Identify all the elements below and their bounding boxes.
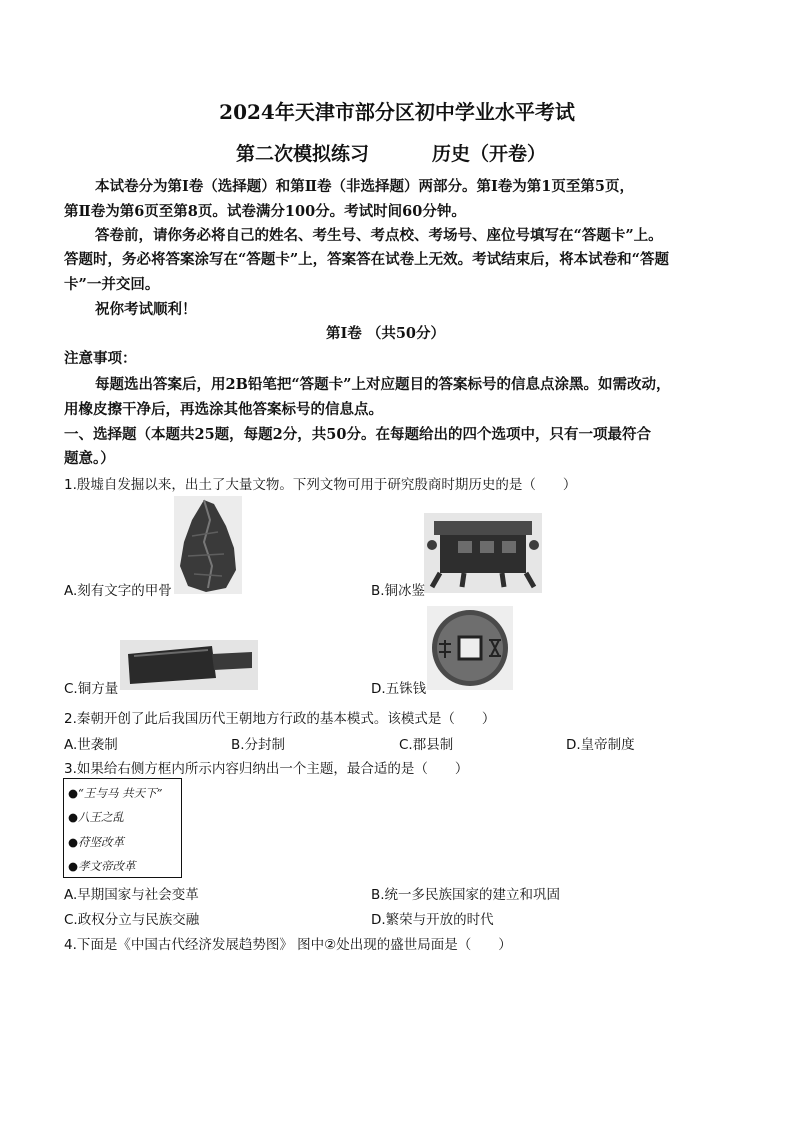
- intro-p1-line2: 第Ⅱ卷为第6页至第8页。试卷满分100分。考试时间60分钟。: [64, 203, 466, 220]
- q3-box-item: ●“王与马 共天下”: [68, 786, 163, 800]
- q1-option-c: C.铜方量: [64, 681, 119, 697]
- intro-p2-line2: 答题时，务必将答案涂写在“答题卡”上，答案答在试卷上无效。考试结束后，将本试卷和“答题: [64, 251, 670, 268]
- exam-subtitle-left: 第二次模拟练习: [236, 143, 370, 165]
- q3-box-item: ●孝文帝改革: [68, 859, 136, 873]
- q1-stem: 1.殷墟自发掘以来，出土了大量文物。下列文物可用于研究殷商时期历史的是（ ）: [64, 477, 577, 493]
- q1-option-a: A.刻有文字的甲骨: [64, 583, 172, 599]
- intro-p2-line3: 卡”一并交回。: [64, 276, 160, 293]
- part-heading-line2: 题意。）: [64, 450, 115, 467]
- section-heading: 第Ⅰ卷 （共50分）: [326, 325, 446, 342]
- part-heading-line1: 一、选择题（本题共25题，每题2分，共50分。在每题给出的四个选项中，只有一项最符合: [64, 426, 651, 443]
- q3-box-item: ●苻坚改革: [68, 835, 125, 849]
- intro-wish: 祝你考试顺利！: [95, 301, 197, 318]
- intro-p2-line1: 答卷前，请你务必将自己的姓名、考生号、考点校、考场号、座位号填写在“答题卡”上。: [95, 227, 663, 244]
- q2-option-a: A.世袭制: [64, 737, 118, 753]
- q3-option-d: D.繁荣与开放的时代: [371, 912, 494, 928]
- q3-box-item: ●八王之乱: [68, 810, 125, 824]
- wuzhu-coin-image: [427, 606, 513, 690]
- q3-option-c: C.政权分立与民族交融: [64, 912, 200, 928]
- notice-label: 注意事项：: [64, 350, 137, 367]
- q2-stem: 2.秦朝开创了此后我国历代王朝地方行政的基本模式。该模式是（ ）: [64, 711, 496, 727]
- notice-line1: 每题选出答案后，用2B铅笔把“答题卡”上对应题目的答案标号的信息点涂黑。如需改动，: [95, 376, 671, 393]
- bronze-ice-vessel-image: [424, 513, 542, 593]
- q3-option-b: B.统一多民族国家的建立和巩固: [371, 887, 561, 903]
- q4-stem: 4.下面是《中国古代经济发展趋势图》 图中②处出现的盛世局面是（ ）: [64, 937, 512, 953]
- q2-option-d: D.皇帝制度: [566, 737, 635, 753]
- bronze-square-measure-image: [120, 640, 258, 690]
- exam-subtitle-right: 历史（开卷）: [432, 143, 547, 165]
- q3-stem: 3.如果给右侧方框内所示内容归纳出一个主题，最合适的是（ ）: [64, 761, 469, 777]
- q3-option-a: A.早期国家与社会变革: [64, 887, 199, 903]
- oracle-bone-image: [174, 496, 242, 594]
- q3-topic-box: [63, 778, 182, 878]
- q2-option-c: C.郡县制: [399, 737, 454, 753]
- exam-title: 2024年天津市部分区初中学业水平考试: [219, 100, 575, 124]
- q2-option-b: B.分封制: [231, 737, 286, 753]
- intro-p1-line1: 本试卷分为第Ⅰ卷（选择题）和第Ⅱ卷（非选择题）两部分。第Ⅰ卷为第1页至第5页，: [95, 178, 634, 195]
- notice-line2: 用橡皮擦干净后，再选涂其他答案标号的信息点。: [64, 401, 383, 418]
- q1-option-b: B.铜冰鉴: [371, 583, 426, 599]
- q1-option-d: D.五铢钱: [371, 681, 427, 697]
